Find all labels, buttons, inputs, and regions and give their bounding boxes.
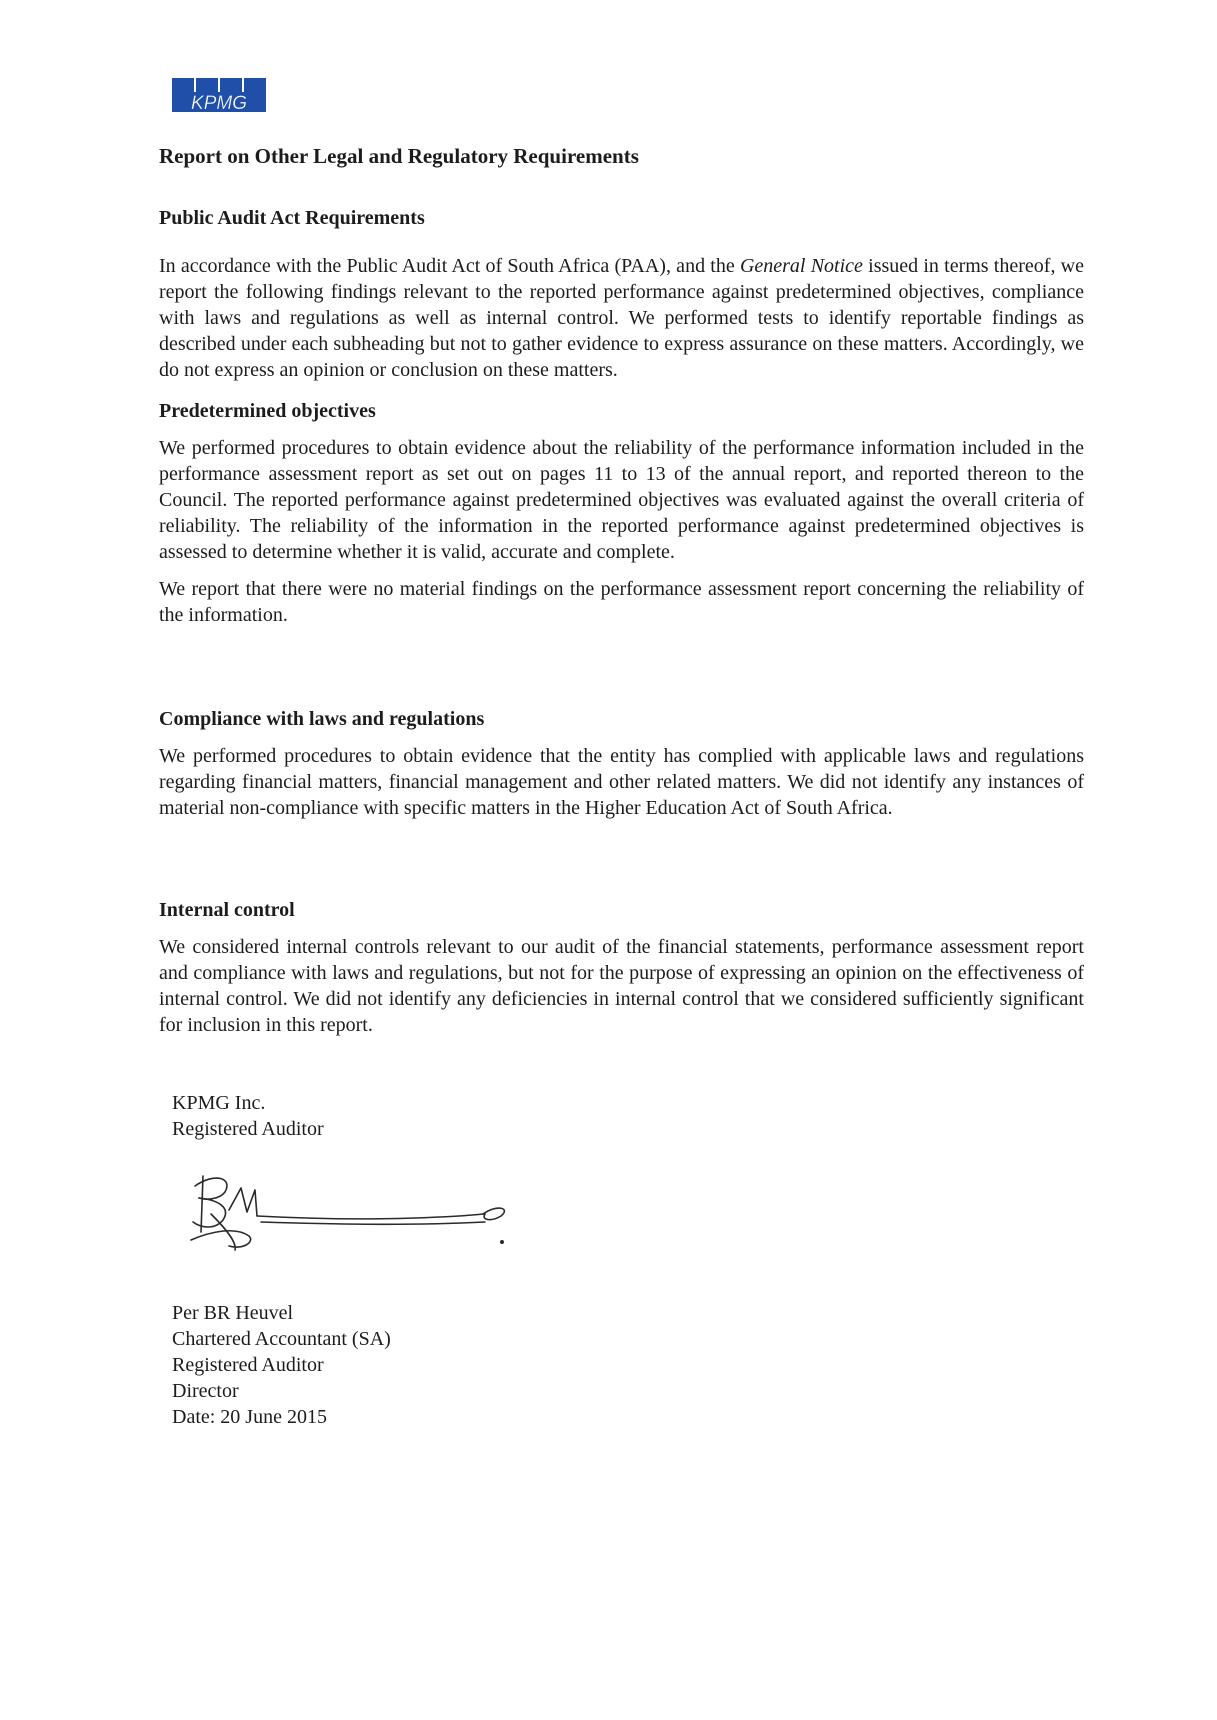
paragraph-internal-control: We considered internal controls relevant to our audit of the financial statements, performance assessment report and compliance with laws and regulations, but not for the purpose of expressing an opinion on the effectiveness of internal control. We did not identify any deficiencies in internal control that we considered sufficiently significant for inclusion in this report. — [159, 936, 1084, 1036]
section-heading-compliance: Compliance with laws and regulations — [159, 708, 485, 730]
paragraph-text: In accordance with the Public Audit Act of South Africa (PAA), and the — [159, 255, 740, 277]
kpmg-logo-text: KPMG — [191, 93, 247, 114]
firm-name: KPMG Inc. — [172, 1092, 266, 1114]
general-notice-text: General Notice — [739, 255, 863, 277]
paragraph-public-audit — [159, 253, 1084, 383]
section-internal-control — [159, 897, 1084, 1049]
firm-role: Registered Auditor — [172, 1118, 324, 1140]
kpmg-logo — [172, 78, 267, 114]
section-public-audit — [159, 205, 1084, 394]
paragraph-text: issued in terms thereof, we report the following findings relevant to the reported performance against predetermined objectives, compliance with laws and regulations as well as internal control. We performed tests to identify reportable findings as described under each subheading but not to gather evidence to express assurance on these matters. Accordingly, we do not express an opinion or conclusion on these matters. — [159, 255, 1084, 381]
firm-block — [172, 1090, 324, 1142]
signature-graphic — [185, 1170, 515, 1260]
section-predetermined — [159, 398, 1084, 639]
signatory-qualification: Chartered Accountant (SA) — [172, 1328, 391, 1350]
signatory-date: Date: 20 June 2015 — [172, 1406, 327, 1428]
section-heading-predetermined: Predetermined objectives — [159, 400, 376, 422]
section-compliance — [159, 706, 1084, 832]
signature — [185, 1170, 515, 1260]
paragraph-predetermined-1: We performed procedures to obtain evidence about the reliability of the performance information included in the performance assessment report as set out on pages 11 to 13 of the annual report, and reported thereon to the Council. The reported performance against predetermined objectives was evaluated against the overall criteria of reliability. The reliability of the information in the reported performance against predetermined objectives is assessed to determine whether it is valid, accurate and complete. — [159, 437, 1084, 563]
section-heading-public-audit: Public Audit Act Requirements — [159, 207, 425, 229]
paragraph-compliance: We performed procedures to obtain evidence that the entity has complied with applicable laws and regulations regarding financial matters, financial management and other related matters. We did not identify any instances of material non-compliance with specific matters in the Higher Education Act of South Africa. — [159, 745, 1084, 819]
signatory-block — [172, 1300, 391, 1430]
signatory-title: Director — [172, 1380, 239, 1402]
section-heading-internal-control: Internal control — [159, 899, 295, 921]
paragraph-predetermined-2: We report that there were no material findings on the performance assessment report concerning the reliability of the information. — [159, 578, 1084, 626]
signatory-name: Per BR Heuvel — [172, 1302, 294, 1324]
page-title: Report on Other Legal and Regulatory Requirements — [159, 144, 639, 168]
signatory-role: Registered Auditor — [172, 1354, 324, 1376]
kpmg-logo-graphic — [172, 78, 267, 114]
